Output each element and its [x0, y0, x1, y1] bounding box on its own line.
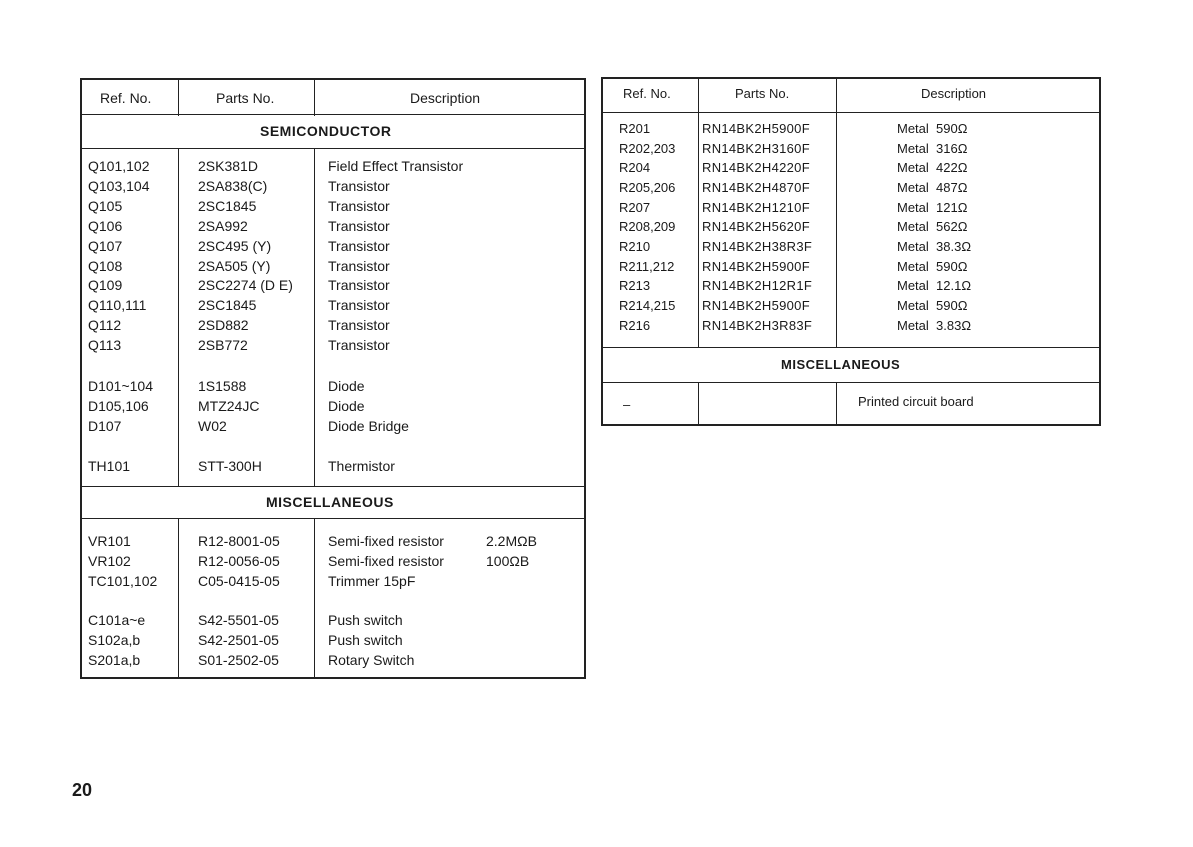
table-cell-description: Transistor	[328, 237, 390, 254]
table-cell-ref: R213	[619, 278, 651, 294]
column-divider	[836, 382, 837, 424]
table-cell-description: Metal 487Ω	[897, 179, 968, 195]
table-cell-part: RN14BK2H12R1F	[702, 278, 813, 294]
table-cell-description: Push switch	[328, 631, 403, 648]
table-cell-description: Field Effect Transistor	[328, 158, 464, 174]
misc-ref: –	[623, 397, 631, 412]
table-cell-ref: C101a~e	[88, 612, 146, 628]
table-cell-ref: Q105	[88, 197, 123, 214]
table-cell-description: Metal 590Ω	[897, 297, 968, 313]
table-cell-part: C05-0415-05	[198, 572, 280, 589]
header-ref-no: Ref. No.	[100, 90, 152, 106]
table-cell-ref: S201a,b	[88, 651, 141, 668]
table-cell-ref: VR102	[88, 552, 131, 569]
table-cell-description: Metal 590Ω	[897, 121, 968, 136]
row-divider	[603, 112, 1099, 113]
section-title-miscellaneous: MISCELLANEOUS	[781, 357, 901, 372]
column-divider	[178, 518, 179, 677]
column-divider	[698, 382, 699, 424]
page-number: 20	[72, 780, 93, 800]
table-cell-part: RN14BK2H5620F	[702, 219, 810, 235]
table-cell-part: MTZ24JC	[198, 397, 260, 414]
table-cell-part: S01-2502-05	[198, 651, 279, 668]
table-cell-description: Transistor	[328, 317, 390, 334]
table-cell-description: Transistor	[328, 277, 390, 294]
table-cell-part: 2SC1845	[198, 197, 257, 214]
table-cell-ref: R211,212	[619, 258, 675, 274]
column-divider	[314, 518, 315, 677]
header-ref-no: Ref. No.	[623, 86, 671, 101]
table-cell-ref: D101~104	[88, 378, 154, 394]
row-divider	[82, 486, 584, 487]
table-cell-description: Metal 38.3Ω	[897, 238, 972, 254]
table-cell-ref: R214,215	[619, 297, 676, 313]
table-cell-ref: Q106	[88, 217, 123, 234]
header-description: Description	[921, 86, 987, 101]
table-cell-description: Transistor	[328, 197, 390, 214]
table-cell-ref: VR101	[88, 533, 131, 549]
table-cell-part: S42-5501-05	[198, 612, 279, 628]
table-cell-ref: D105,106	[88, 397, 149, 414]
table-cell-description: Diode Bridge	[328, 417, 409, 434]
table-cell-rating: 2.2MΩB	[486, 533, 537, 549]
table-cell-ref: Q108	[88, 257, 123, 274]
table-cell-rating: 100ΩB	[486, 552, 530, 569]
table-cell-part: 2SC495 (Y)	[198, 237, 272, 254]
column-divider	[698, 79, 699, 347]
table-cell-ref: Q101,102	[88, 158, 150, 174]
table-cell-ref: R204	[619, 160, 651, 176]
table-cell-ref: TC101,102	[88, 572, 158, 589]
row-divider	[603, 347, 1099, 348]
column-divider	[314, 80, 315, 116]
table-cell-ref: R202,203	[619, 140, 676, 156]
column-divider	[178, 148, 179, 486]
column-divider	[836, 79, 837, 347]
table-cell-ref: Q103,104	[88, 177, 150, 194]
row-divider	[82, 518, 584, 519]
table-cell-ref: R207	[619, 199, 651, 215]
row-divider	[603, 382, 1099, 383]
table-cell-description: Metal 121Ω	[897, 199, 968, 215]
table-cell-part: 2SC2274 (D E)	[198, 277, 293, 294]
header-parts-no: Parts No.	[216, 90, 275, 106]
table-cell-ref: R208,209	[619, 219, 676, 235]
table-cell-description: Rotary Switch	[328, 651, 415, 668]
table-cell-description: Transistor	[328, 217, 390, 234]
table-cell-part: RN14BK2H5900F	[702, 258, 810, 274]
table-cell-description: Semi-fixed resistor	[328, 552, 444, 569]
table-cell-ref: R201	[619, 121, 651, 136]
table-cell-description: Metal 562Ω	[897, 219, 968, 235]
table-cell-ref: D107	[88, 417, 122, 434]
column-divider	[178, 80, 179, 116]
left-parts-table	[80, 78, 586, 679]
table-cell-description: Transistor	[328, 337, 390, 354]
table-cell-ref: R210	[619, 238, 651, 254]
section-title-miscellaneous: MISCELLANEOUS	[266, 494, 394, 510]
table-cell-part: RN14BK2H4220F	[702, 160, 810, 176]
table-cell-description: Metal 12.1Ω	[897, 278, 972, 294]
header-description: Description	[410, 90, 481, 106]
table-cell-description: Diode	[328, 378, 365, 394]
table-cell-description: Semi-fixed resistor	[328, 533, 444, 549]
table-cell-description: Metal 422Ω	[897, 160, 968, 176]
table-cell-ref: R205,206	[619, 179, 676, 195]
table-cell-part: 2SA838(C)	[198, 177, 268, 194]
table-cell-description: Metal 316Ω	[897, 140, 968, 156]
table-cell-description: Push switch	[328, 612, 403, 628]
table-cell-part: RN14BK2H1210F	[702, 199, 810, 215]
table-cell-part: S42-2501-05	[198, 631, 279, 648]
table-cell-part: 1S1588	[198, 378, 247, 394]
table-cell-part: RN14BK2H4870F	[702, 179, 810, 195]
row-divider	[82, 148, 584, 149]
misc-description: Printed circuit board	[858, 394, 974, 409]
table-cell-ref: TH101	[88, 458, 131, 474]
header-parts-no: Parts No.	[735, 86, 790, 101]
table-cell-part: STT-300H	[198, 458, 262, 474]
section-title-semiconductor: SEMICONDUCTOR	[260, 123, 392, 139]
table-cell-description: Diode	[328, 397, 365, 414]
table-cell-description: Thermistor	[328, 458, 395, 474]
table-cell-part: RN14BK2H5900F	[702, 121, 810, 136]
table-cell-part: W02	[198, 417, 227, 434]
table-cell-part: 2SB772	[198, 337, 248, 354]
table-cell-part: 2SA505 (Y)	[198, 257, 271, 274]
table-cell-part: 2SA992	[198, 217, 248, 234]
table-cell-ref: S102a,b	[88, 631, 141, 648]
table-cell-part: RN14BK2H3R83F	[702, 317, 813, 333]
table-cell-part: RN14BK2H5900F	[702, 297, 810, 313]
table-cell-ref: Q110,111	[88, 297, 147, 314]
table-cell-part: R12-0056-05	[198, 552, 280, 569]
table-cell-ref: Q107	[88, 237, 123, 254]
table-cell-description: Trimmer 15pF	[328, 572, 416, 589]
table-cell-ref: Q112	[88, 317, 122, 334]
table-cell-part: RN14BK2H3160F	[702, 140, 810, 156]
table-cell-description: Transistor	[328, 297, 390, 314]
right-parts-table	[601, 77, 1101, 426]
table-cell-description: Metal 590Ω	[897, 258, 968, 274]
table-cell-part: 2SC1845	[198, 297, 257, 314]
table-cell-description: Transistor	[328, 177, 390, 194]
table-cell-description: Transistor	[328, 257, 390, 274]
table-cell-ref: Q113	[88, 337, 122, 354]
table-cell-part: 2SD882	[198, 317, 249, 334]
table-cell-part: 2SK381D	[198, 158, 258, 174]
table-cell-part: RN14BK2H38R3F	[702, 238, 813, 254]
table-cell-ref: R216	[619, 317, 651, 333]
table-cell-part: R12-8001-05	[198, 533, 280, 549]
row-divider	[82, 114, 584, 115]
column-divider	[314, 148, 315, 486]
table-cell-ref: Q109	[88, 277, 123, 294]
table-cell-description: Metal 3.83Ω	[897, 317, 972, 333]
